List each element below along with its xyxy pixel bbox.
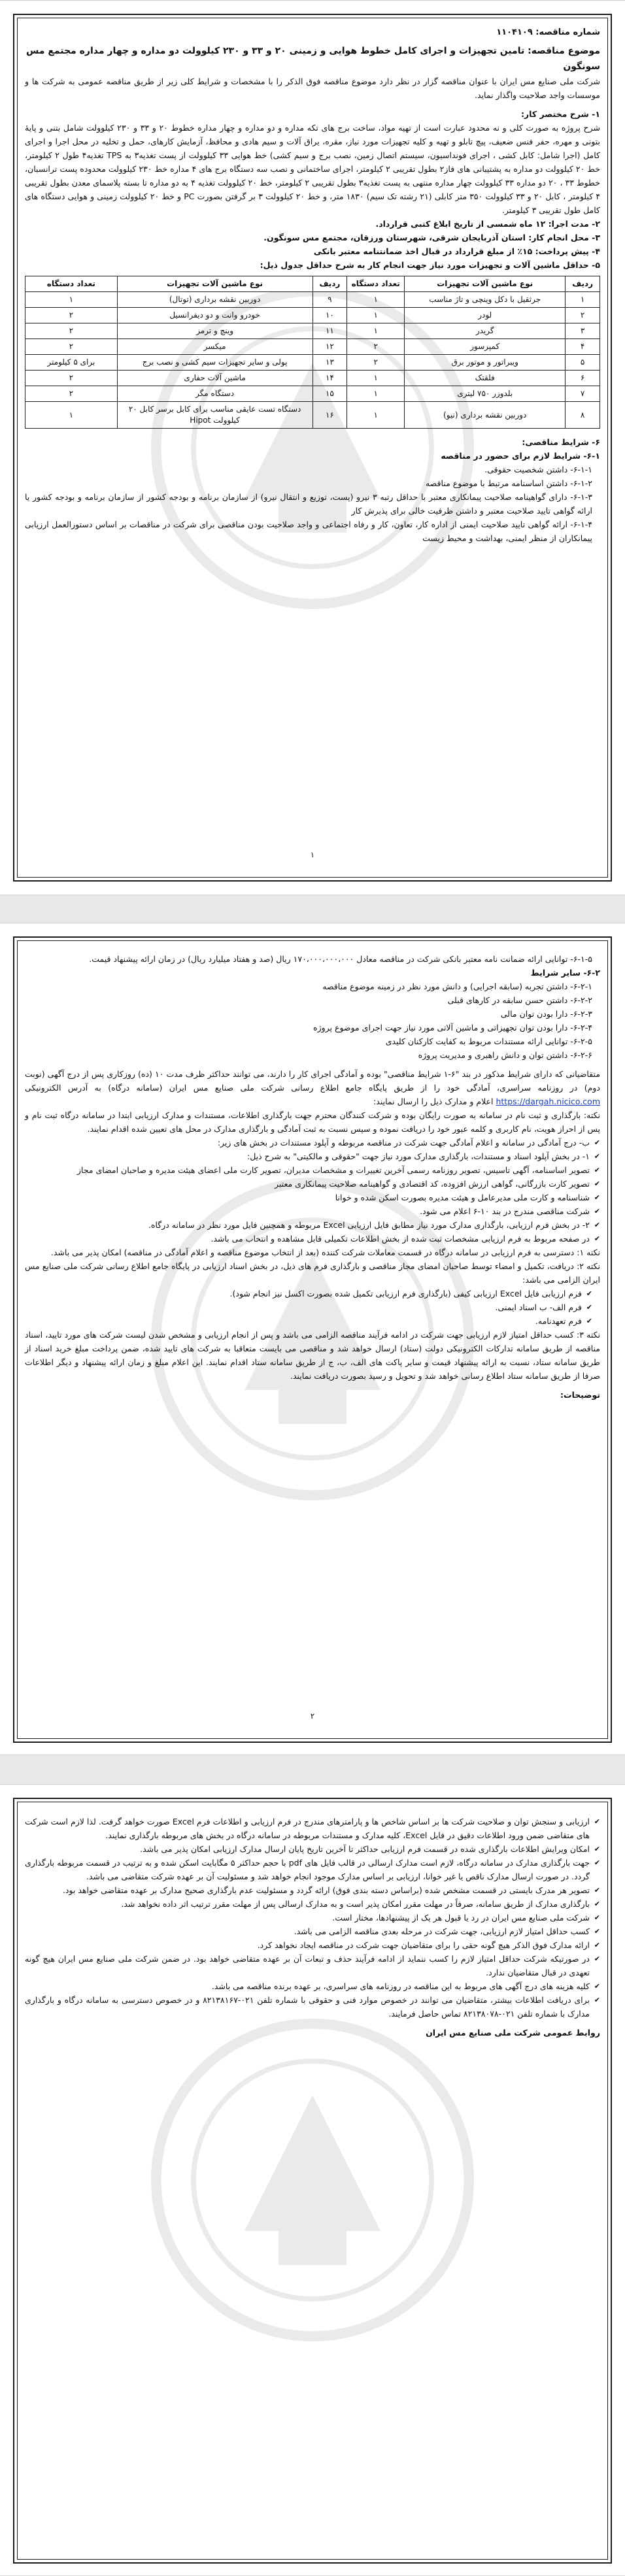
section-6-1-heading: ۶-۱- شرایط لازم برای حضور در مناقصه [441, 451, 600, 461]
dargah-link[interactable]: https://dargah.nicico.com [496, 1097, 600, 1106]
col-row: ردیف [312, 276, 347, 292]
equipment-table-row [25, 355, 600, 371]
cell-count: ۱ [347, 386, 405, 402]
cell-row-number: ۳ [566, 323, 600, 339]
page-number: ۱ [310, 850, 315, 859]
note-1: نکته ۱: دسترسی به فرم ارزیابی در سامانه درگاه در قسمت معاملات شرکت کننده (بعد از انتخاب موضوع مناقصه و اعلام آمادگی در مناقصه) امکان پذیر می باشد. [50, 1247, 600, 1257]
checklist-item: ✔ برای دریافت اطلاعات بیشتر، متقاضیان می توانند در خصوص موارد فنی و حقوقی با شماره تلفن ۰۲۱-۸۲۱۳۸۱۶۷ و در خصوص دسترسی به سامانه درگاه و بارگذاری مدارک با شماره تلفن ۰۲۱-۸۲۱۳۸۰۷۸ تماس حاصل فرمایند. [25, 1993, 600, 2021]
tender-number: شماره مناقصه: ۱۱۰۴۱۰۹ [496, 27, 600, 37]
checklist-item: ✔ ارائه مدارک فوق الذکر هیچ گونه حقی را برای متقاضیان جهت شرکت در مناقصه ایجاد نخواهد کرد. [25, 1938, 600, 1952]
cell-row-number: ۱۱ [312, 323, 347, 339]
page-1-content [25, 25, 600, 545]
registration-note: نکته: بارگذاری و ثبت نام در سامانه به صورت رایگان بوده و شرکت کنندگان محترم جهت بارگذاری اطلاعات، مستندات و مدارک ارزیابی ابتدا در سامانه درگاه ثبت نام و پس از احراز هویت، نام کاربری و کلمه عبور خود را دریافت نموده و سپس نسبت به ثبت آمادگی و بارگذاری مدارک در محل های تعیین شده اقدام نمایند. [25, 1110, 600, 1134]
required-documents-list [25, 1136, 600, 1246]
application-text-after: اعلام و مدارک ذیل را ارسال نمایند: [373, 1097, 494, 1106]
checklist-item: ✔ شرکت ملی صنایع مس ایران در رد یا قبول هر یک از پیشنهادها، مختار است. [25, 1911, 600, 1924]
checklist-item: ✔ کلیه هزینه های درج آگهی های مربوط به این مناقصه در روزنامه های سراسری، بر عهده برنده مناقصه می باشد. [25, 1979, 600, 1993]
col-name: نوع ماشین آلات تجهیزات [117, 276, 312, 292]
condition-item: ۶-۱-۳- دارای گواهینامه صلاحیت پیمانکاری معتبر با حداقل رتبه ۳ نیرو (پست، توزیع و انتقال نیرو) از سازمان برنامه و بودجه کشور از سازمان برنامه و بودجه کشور یا ارائه گواهی تایید صلاحیت معتبر و داشتن ظرفیت خالی برای پذیرش کار [25, 492, 592, 516]
col-count: تعداد دستگاه [25, 276, 118, 292]
section-6-2-list [25, 980, 600, 1062]
checklist-item: ✔ ب- درج آمادگی در سامانه و اعلام آمادگی جهت شرکت در مناقصه مربوطه و آپلود مستندات در بخش های زیر: [25, 1136, 600, 1149]
cell-row-number: ۴ [566, 339, 600, 355]
application-text-before: متقاضیانی که دارای شرایط مذکور در بند "۶-۱ شرایط مناقصی" بوده و آمادگی اجرای کار را دارند، می توانند حداکثر ظرف مدت ۱۰ (ده) روزکاری پس از درج آگهی (نوبت دوم) در روزنامه سراسری، آمادگی خود را از طریق پایگاه جامع اطلاع رسانی شرکت ملی صنایع مس ایران (سامانه درگاه) به آدرس الکترونیکی [25, 1069, 601, 1093]
condition-item: ۶-۲-۴- دارا بودن توان تجهیزاتی و ماشین آلاتی مورد نیاز جهت اجرای موضوع پروژه [313, 1023, 592, 1032]
equipment-table-row [25, 292, 600, 308]
form-item: ✔ فرم ارزیابی فایل Excel ارزیابی کیفی (بارگذاری فرم ارزیابی تکمیل شده بصورت اکسل نیز انجام شود). [25, 1287, 592, 1300]
equipment-table-row [25, 308, 600, 323]
cell-row-number: ۱۴ [312, 371, 347, 386]
section-5: ۵- حداقل ماشین آلات و تجهیزات مورد نیاز جهت انجام کار به شرح حداقل جدول ذیل: [260, 260, 600, 270]
page-2-content [25, 952, 600, 1402]
note-3: نکته ۳: کسب حداقل امتیاز لازم ارزیابی جهت شرکت در ادامه فرآیند مناقصه الزامی می باشد و پس از انجام ارزیابی و مشخص شدن لیست شرکت های مورد تایید، اسناد مناقصه از طریق سامانه تدارکات الکترونیکی دولت (ستاد) ارسال خواهد شد و مناقصی می بایست متعاقبا به شرکت های تایید شده، ضمن پرداخت مبلغ خرید اسناد از طریق سامانه ستاد، نسبت به ارائه پیشنهاد قیمت و سایر پاکت های الف، ب، ج از طریق سامانه ستاد اقدام نمایند. این اعلام مبلغ و زمان ارائه پیشنهاد و دیگر اطلاعات صرفا از طریق سامانه ستاد اطلاع رسانی خواهد شد و تحویل و رسید بصورت دریافت نمایند. [25, 1330, 600, 1381]
cell-row-number: ۱۶ [312, 402, 347, 429]
condition-item: ۶-۲-۱- داشتن تجربه (سابقه اجرایی) و دانش مورد نظر در زمینه موضوع مناقصه [322, 982, 592, 991]
checklist-item: ✔ ۱- در بخش آپلود اسناد و مستندات، بارگذاری مدارک مورد نیاز جهت "حقوقی و مالکیتی" به شرح ذیل: [25, 1149, 600, 1163]
cell-count: ۲ [25, 308, 118, 323]
cell-count: ۲ [25, 323, 118, 339]
document-page-1 [0, 0, 625, 895]
checklist-item: ✔ در صورتیکه شرکت حداقل امتیاز لازم را کسب ننماید از ادامه فرآیند حذف و تبعات آن بر عهده متقاضی خواهد بود. در ضمن شرکت ملی صنایع مس ایران هیچ گونه تعهدی در قبال متقاضیان ندارد. [25, 1952, 600, 1979]
condition-item: ۶-۲-۳- دارا بودن توان مالی [500, 1009, 592, 1019]
section-2: ۲- مدت اجرا: ۱۲ ماه شمسی از تاریخ ابلاغ کتبی قرارداد. [375, 219, 600, 229]
checklist-item: ✔ جهت بارگذاری مدارک در سامانه درگاه، لازم است مدارک ارسالی در قالب فایل های pdf با حجم حداکثر ۵ مگابایت اسکن شده و به ترتیب در قسمت مربوطه بارگذاری گردد. در صورت ارسال مدارک ناقص یا غیر خوانا، ارزیابی بر اساس مدارک موجود انجام خواهد شد و مسئولیت آن بر عهده شرکت متقاضی می باشد. [25, 1856, 600, 1883]
item-6-1-5: ۶-۱-۵- توانایی ارائه ضمانت نامه معتبر بانکی شرکت در مناقصه معادل ۱۷۰،۰۰۰،۰۰۰،۰۰۰ ریال (صد و هفتاد میلیارد ریال) در زمان ارائه پیشنهاد قیمت. [89, 954, 592, 964]
document-page-2 [0, 923, 625, 1755]
condition-item: ۶-۱-۲- داشتن اساسنامه مرتبط با موضوع مناقصه [425, 478, 592, 488]
tender-title: موضوع مناقصه: تامین تجهیزات و اجرای کامل خطوط هوایی و زمینی ۲۰ و ۳۳ و ۲۳۰ کیلوولت دو مداره و چهار مداره مجتمع مس سونگون [26, 46, 600, 72]
cell-count: ۲ [25, 371, 118, 386]
cell-equipment-name: دوربین نقشه برداری (نیو) [405, 402, 566, 429]
cell-equipment-name: گریدر [405, 323, 566, 339]
cell-row-number: ۲ [566, 308, 600, 323]
cell-count: ۲ [347, 355, 405, 371]
condition-item: ۶-۲-۲- داشتن حسن سابقه در کارهای قبلی [447, 995, 592, 1005]
checklist-item: ✔ ارزیابی و سنجش توان و صلاحیت شرکت ها بر اساس شاخص ها و پارامترهای مندرج در فرم ارزیابی و اطلاعات فرم Excel صورت خواهد گرفت. لذا لازم است شرکت های متقاضی ضمن ورود اطلاعات دقیق در فایل Excel، کلیه مدارک و مستندات مربوطه در سامانه درگاه در بخش های مربوطه بارگذاری نمایند. [25, 1815, 600, 1842]
cell-count: ۱ [347, 308, 405, 323]
document-page-3 [0, 1784, 625, 2576]
signature: روابط عمومی شرکت ملی صنایع مس ایران [426, 2028, 600, 2038]
section-6-2-heading: ۶-۲- سایر شرایط [530, 968, 600, 978]
equipment-table [25, 276, 600, 429]
cell-equipment-name: جرثقیل با دکل وینچی و تاژ مناسب [405, 292, 566, 308]
condition-item: ۶-۱-۱- داشتن شخصیت حقوقی. [484, 465, 592, 474]
cell-count: ۱ [347, 402, 405, 429]
cell-count: ۲ [347, 339, 405, 355]
cell-equipment-name: وینچ و ترمز [117, 323, 312, 339]
cell-equipment-name: کمپرسور [405, 339, 566, 355]
cell-equipment-name: فلقتک [405, 371, 566, 386]
col-name: نوع ماشین آلات تجهیزات [405, 276, 566, 292]
checklist-item: ✔ امکان ویرایش اطلاعات بارگذاری شده در قسمت فرم ارزیابی حداکثر تا آخرین تاریخ پایان ارسال مدارک ارزیابی امکان پذیر می باشد. [25, 1842, 600, 1856]
section-3: ۳- محل انجام کار: استان آذربایجان شرقی، شهرستان ورزقان، مجتمع مس سونگون. [263, 233, 600, 242]
section-4: ۴- پیش پرداخت: ۱۵٪ از مبلغ قرارداد در قبال اخذ ضمانتنامه معتبر بانکی [313, 246, 600, 256]
cell-row-number: ۵ [566, 355, 600, 371]
form-item: ✔ فرم الف- ب اسناد ایمنی. [25, 1300, 592, 1314]
page-number: ۲ [310, 1711, 315, 1721]
cell-row-number: ۷ [566, 386, 600, 402]
cell-equipment-name: بلدوزر ۷۵۰ لیتری [405, 386, 566, 402]
equipment-table-row [25, 323, 600, 339]
checklist-item: ✔ بارگذاری مدارک از طریق سامانه، صرفاً در مهلت مقرر امکان پذیر است و به مدارک ارسالی پس از مهلت مقرر ترتیب اثر داده نخواهد شد. [25, 1897, 600, 1911]
equipment-table-row [25, 386, 600, 402]
checklist-item: ✔ شرکت مناقصی مندرج در بند ۱۰-۶ اعلام می شود. [25, 1204, 600, 1218]
cell-equipment-name: خودرو وانت و دو دیفرانسیل [117, 308, 312, 323]
section-1-body: شرح پروژه به صورت کلی و نه محدود عبارت است از تهیه مواد، ساخت برج های تکه مداره و دو مداره و چهار مداره خطوط ۲۰ و ۳۳ و ۲۳۰ کیلوولت شامل بتنی و پایهٔ بتونی و مهره، حفر فنس ضعیف، پیچ تابلو و تهیه و کلیه تجهیزات مورد نیاز، مقره، یراق آلات و سیم هادی و محافظ، آزمایش کارهای، حمل و تخلیه در محل اجرا و اجرای کامل (اجرا شامل: کابل کشی ، اجرای فونداسیون، سیستم اتصال زمین، نصب برج و سیم کشی) خط هوایی ۳۳ کیلوولت از پست تغذیه۳ به TPS تغذیه۴ طول ۲ کیلومتر، خط ۲۰ کیلوولت دو مداره به پشتیبانی های فاز۲ بطول تقریبی ۲ کیلومتر، اجرای ساختمانی و نصب سه دستگاه برج های ۴ مداره خط ۲۳۰ کیلوولت محدوده پست ترانسبان، خطوط ۳۳ ، ۲۰ دو مداره ۳۳ کیلوولت چهار مداره منتهی به پست تغذیه۳ بطول تقریبی ۲ کیلومتر، خط ۲۰ کیلوولت تغذیه ۴ به دو مداره تا بسته پلاسمای معدن بطول تقریبی ۴ کیلومتر ، کابل ۲۰ و ۳۳ کیلوولت ۳۵۰ متر کابلی (۲۱ رشته تک سیم) ۱۸۳۰ متر، و خط ۲۰ کیلوولت ۳ بر گرفتن بصورت PC و خط ۲۰ کیلوولت زمینی و هوایی دستگاه های کامل طول تقریبی ۳ کیلومتر. [25, 123, 601, 215]
checklist-item: ✔ تصویر هر مدرک بایستی در قسمت مشخص شده (براساس دسته بندی فوق) ارائه گردد و مسئولیت عدم بارگذاری صحیح مدارک بر عهده متقاضی خواهد بود. [25, 1883, 600, 1897]
cell-row-number: ۱ [566, 292, 600, 308]
cell-count: ۱ [25, 292, 118, 308]
cell-row-number: ۹ [312, 292, 347, 308]
cell-row-number: ۶ [566, 371, 600, 386]
cell-count: ۲ [25, 339, 118, 355]
form-item: ✔ فرم تعهدنامه. [25, 1314, 592, 1328]
checklist-item: ✔ تصویر اساسنامه، آگهی تاسیس، تصویر روزنامه رسمی آخرین تغییرات و مشخصات مدیران، تصویر کارت ملی اعضای هیئت مدیره و صاحبان امضای مجاز [25, 1163, 600, 1177]
cell-count: ۱ [347, 323, 405, 339]
cell-equipment-name: دستگاه تست عایقی مناسب برای کابل برسر کابل ۲۰ کیلوولت Hipot [117, 402, 312, 429]
cell-equipment-name: ماشین آلات حفاری [117, 371, 312, 386]
cell-equipment-name: دوربین نقشه برداری (توتال) [117, 292, 312, 308]
application-paragraph [25, 1067, 600, 1108]
col-count: تعداد دستگاه [347, 276, 405, 292]
equipment-table-header [25, 276, 600, 292]
condition-item: ۶-۲-۶- داشتن توان و دانش راهبری و مدیریت پروژه [418, 1050, 592, 1060]
condition-item: ۶-۱-۴- ارائه گواهی تایید صلاحیت ایمنی از اداره کار، تعاون، کار و رفاه اجتماعی و واجد صلاحیت بودن مناقصی برای شرکت در مناقصات بر اساس دستورالعمل ارزیابی پیمانکاران از منظر ایمنی، بهداشت و محیط زیست [25, 520, 592, 543]
conditions-list [25, 1815, 600, 2021]
condition-item: ۶-۲-۵- توانایی ارائه مستندات مربوط به کفایت کارکنان کلیدی [385, 1036, 592, 1046]
checklist-item: ✔ ۲- در بخش فرم ارزیابی، بارگذاری مدارک مورد نیاز مطابق فایل ارزیابی Excel مربوطه و همچنین فایل مورد نظر در سامانه درگاه. [25, 1218, 600, 1232]
explanations-heading: توضیحات: [560, 1390, 600, 1400]
cell-equipment-name: دستگاه مگر [117, 386, 312, 402]
cell-row-number: ۱۲ [312, 339, 347, 355]
cell-count: برای ۵ کیلومتر [25, 355, 118, 371]
cell-equipment-name: لودر [405, 308, 566, 323]
cell-equipment-name: ویبراتور و موتور برق [405, 355, 566, 371]
cell-row-number: ۸ [566, 402, 600, 429]
checklist-item: ✔ کسب حداقل امتیاز لازم ارزیابی، جهت شرکت در مرحله بعدی مناقصه الزامی می باشد. [25, 1924, 600, 1938]
cell-row-number: ۱۵ [312, 386, 347, 402]
page-3-content [25, 1815, 600, 2039]
intro-paragraph: شرکت ملی صنایع مس ایران با عنوان مناقصه گزار در نظر دارد موضوع مناقصه فوق الذکر را با مشخصات و شرایط کلی زیر از طریق مناقصه عمومی به شرکت ها و موسسات واجد صلاحیت واگذار نماید. [25, 76, 600, 100]
cell-equipment-name: میکسر [117, 339, 312, 355]
note-2: نکته ۲: دریافت، تکمیل و امضاء توسط صاحبان امضای مجاز مناقصی و بارگذاری فرم های ذیل، در بخش اسناد ارزیابی در پایگاه جامع اطلاع رسانی شرکت ملی صنایع مس ایران الزامی می باشد: [25, 1261, 600, 1285]
cell-equipment-name: پولی و سایر تجهیزات سیم کشی و نصب برج [117, 355, 312, 371]
section-6-1-list [25, 463, 600, 545]
checklist-item: ✔ در صفحه مربوط به فرم ارزیابی مشخصات ثبت شده از بخش اطلاعات تکمیلی قابل مشاهده و انتخاب می باشد. [25, 1232, 600, 1246]
forms-list [25, 1287, 600, 1328]
cell-count: ۱ [25, 402, 118, 429]
cell-count: ۱ [347, 292, 405, 308]
checklist-item: ✔ تصویر کارت بازرگانی، گواهی ارزش افزوده، کد اقتصادی و گواهینامه صلاحیت پیمانکاری معتبر [25, 1177, 600, 1191]
cell-count: ۱ [347, 371, 405, 386]
cell-row-number: ۱۰ [312, 308, 347, 323]
cell-count: ۲ [25, 386, 118, 402]
cell-row-number: ۱۳ [312, 355, 347, 371]
checklist-item: ✔ شناسنامه و کارت ملی مدیرعامل و هیئت مدیره بصورت اسکن شده و خوانا [25, 1191, 600, 1204]
section-1-heading: ۱- شرح مختصر کار: [520, 109, 600, 119]
equipment-table-row [25, 339, 600, 355]
equipment-table-row [25, 402, 600, 429]
equipment-table-row [25, 371, 600, 386]
col-row: ردیف [566, 276, 600, 292]
section-6-heading: ۶- شرایط مناقصی: [522, 437, 600, 447]
